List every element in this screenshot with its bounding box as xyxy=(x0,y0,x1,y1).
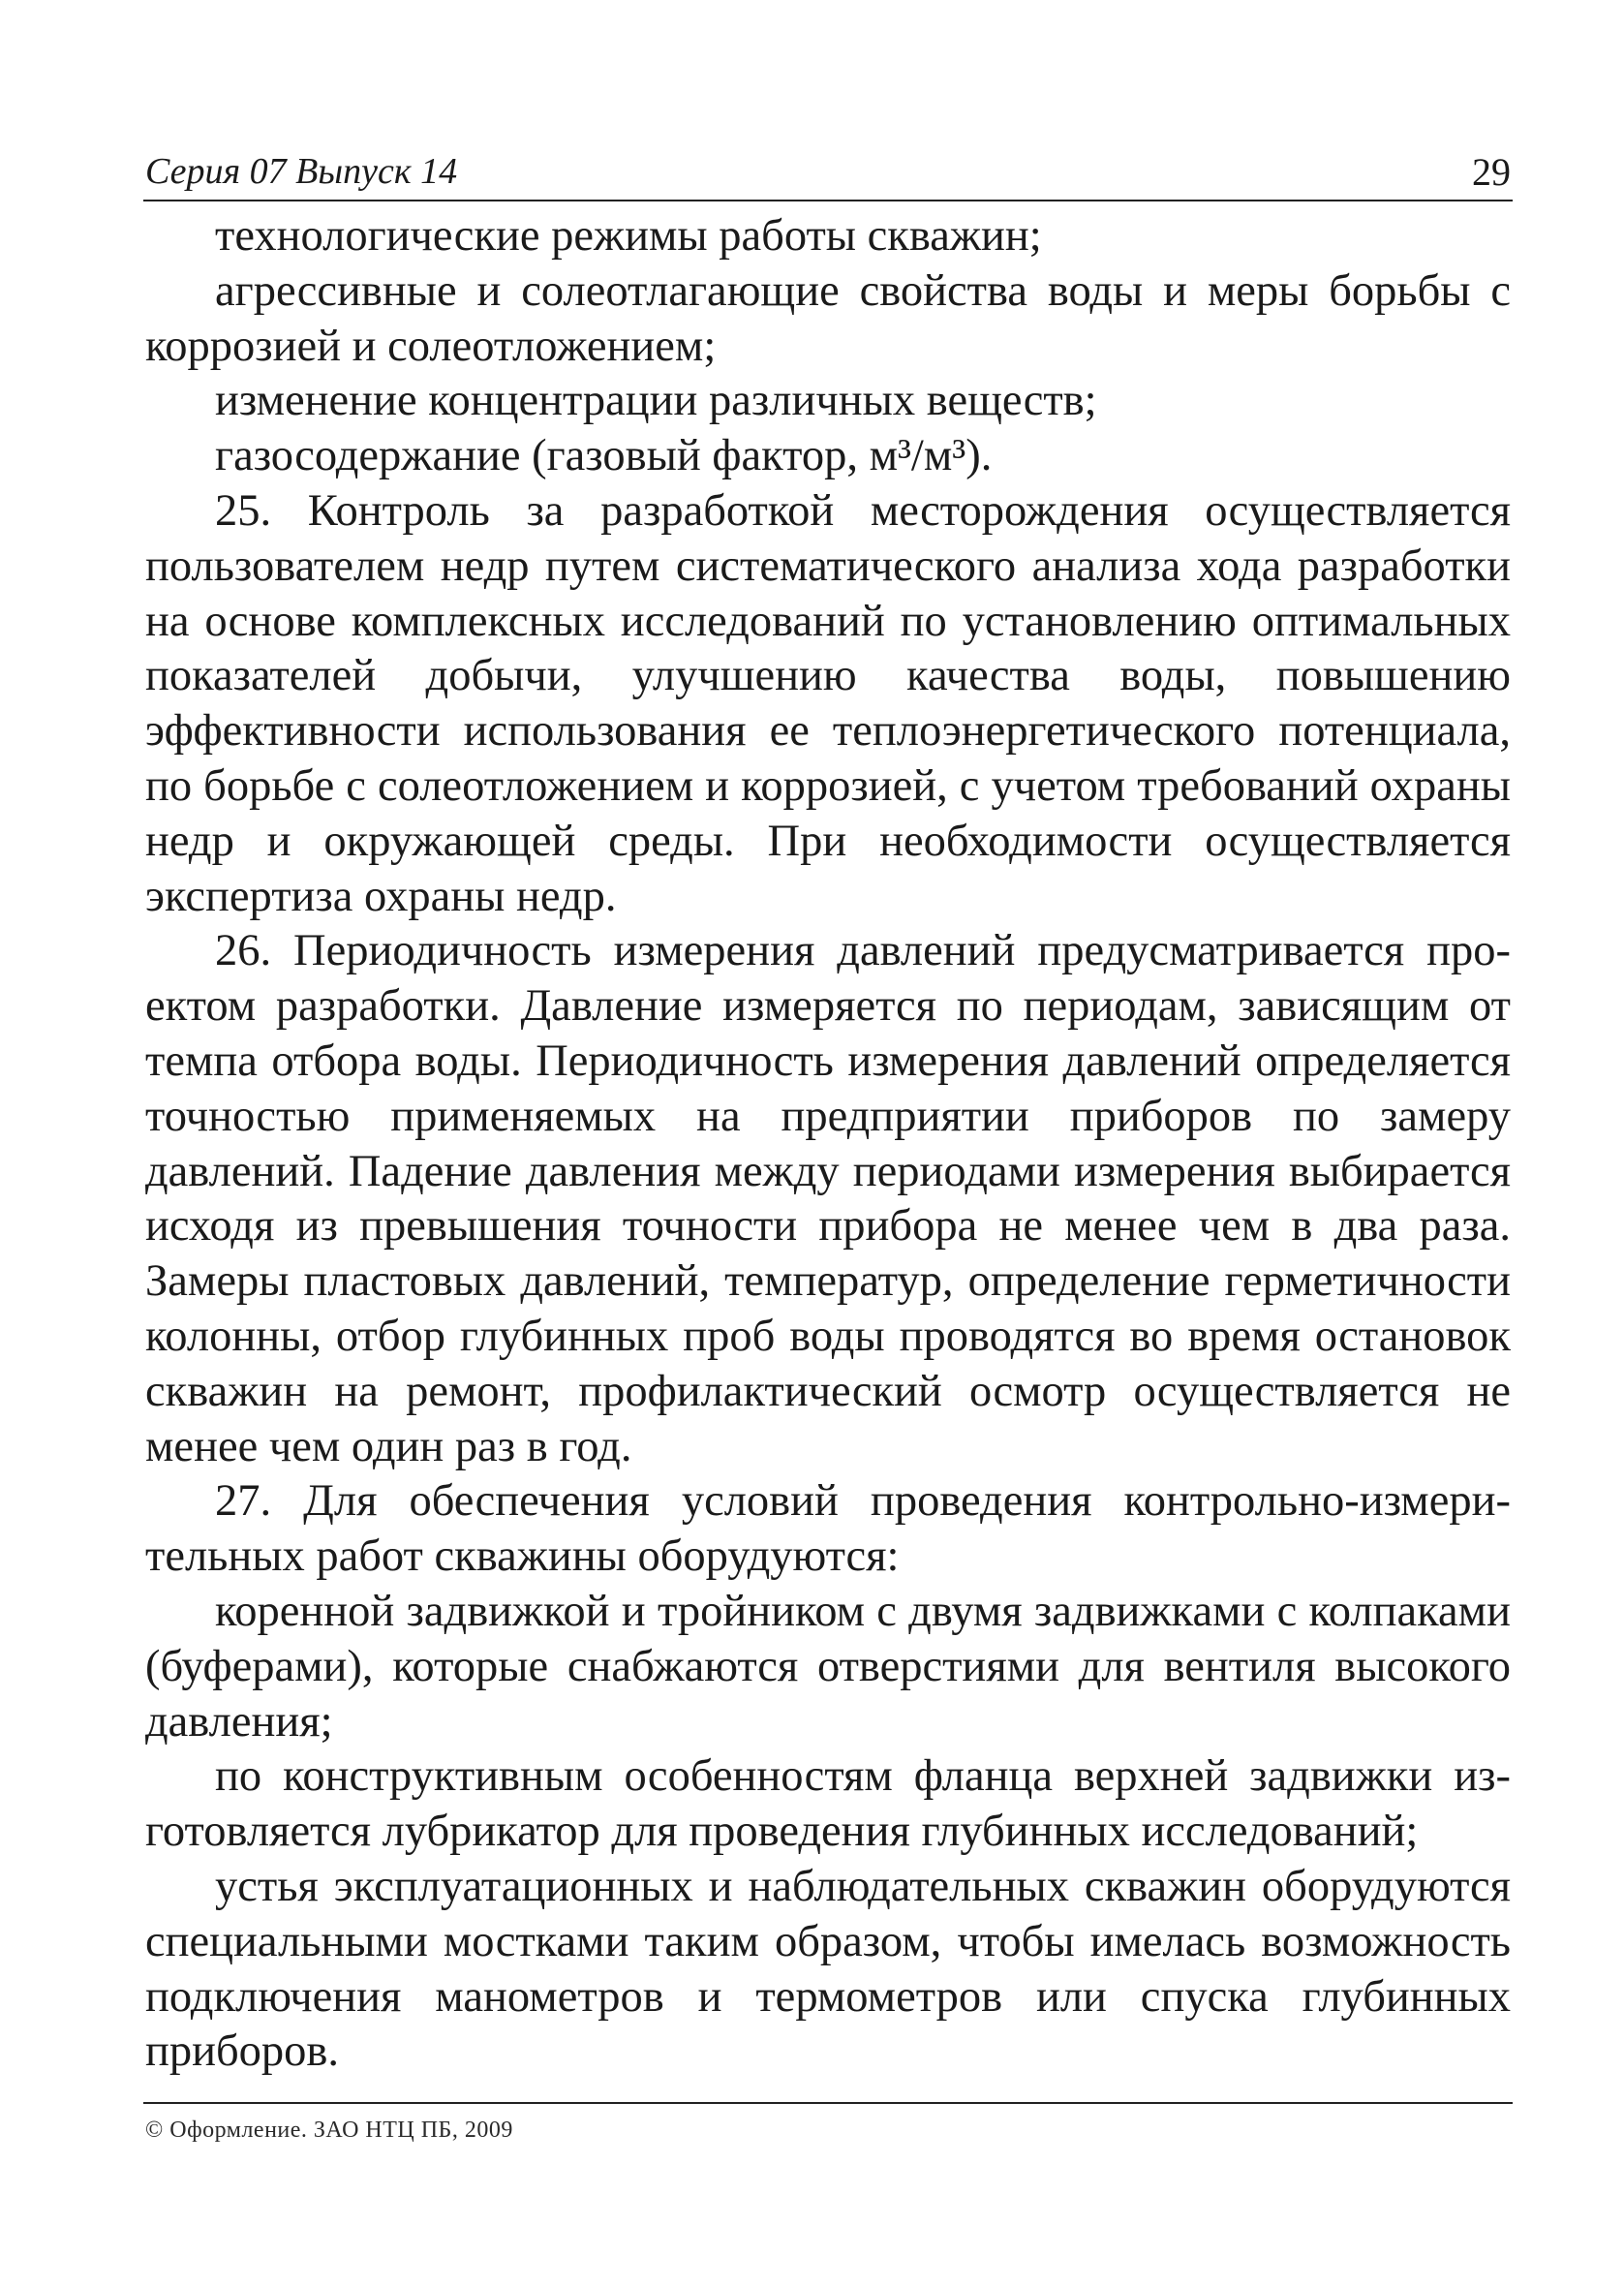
paragraph-25: 25. Контроль за разработкой месторождения осуществляется пользователем недр путем систематического анализа хода разработки на основе комплексных исследований по установлению оптимальных показателей добычи, улучшению качества воды, повышению эффективности использования ее теплоэнергетического потенциала, по борьбе с солеотложением и коррозией, с учетом требований охраны недр и окружающей среды. При необходимости осуществляется экспертиза охраны недр. xyxy=(145,485,1511,921)
main-text xyxy=(145,209,1511,2080)
paragraph: газосодержание (газовый фактор, м³/м³). xyxy=(215,431,993,481)
running-header xyxy=(143,147,1513,201)
page-number: 29 xyxy=(1472,150,1511,194)
paragraph-27: 27. Для обеспечения условий проведения контрольно-измерительных работ скважины оборудуются: xyxy=(145,1476,1511,1582)
paragraph: коренной задвижкой и тройником с двумя задвижками с колпаками (буферами), которые снабжаются отверстиями для вентиля высокого давления; xyxy=(145,1586,1511,1747)
paragraph: по конструктивным особенностям фланца верхней задвижки изготовляется лубрикатор для проведения глубинных исследований; xyxy=(145,1751,1511,1857)
paragraph: агрессивные и солеотлагающие свойства воды и меры борьбы с коррозией и солеотложением; xyxy=(145,265,1511,371)
paragraph: изменение концентрации различных веществ; xyxy=(215,376,1097,426)
paragraph: технологические режимы работы скважин; xyxy=(215,211,1042,261)
paragraph-26: 26. Периодичность измерения давлений предусматривается проектом разработки. Давление измеряется по периодам, зависящим от темпа отбора воды. Периодичность измерения давлений определяется точностью применяемых на предприятии приборов по замеру давлений. Падение давления между периодами измерения выбирается исходя из превышения точности прибора не менее чем в два раза. Замеры пластовых давлений, температур, определение герметичности колонны, отбор глубинных проб воды проводятся во время остановок скважин на ремонт, профилактический осмотр осуществляется не менее чем один раз в год. xyxy=(145,926,1511,1471)
footer-divider xyxy=(143,2102,1513,2104)
paragraph: устья эксплуатационных и наблюдательных скважин оборудуются специальными мостками таким образом, чтобы имелась возможность подключения манометров и термометров или спуска глубинных приборов. xyxy=(145,1861,1511,2077)
copyright-footer: © Оформление. ЗАО НТЦ ПБ, 2009 xyxy=(145,2118,513,2143)
series-title: Серия 07 Выпуск 14 xyxy=(145,151,458,192)
